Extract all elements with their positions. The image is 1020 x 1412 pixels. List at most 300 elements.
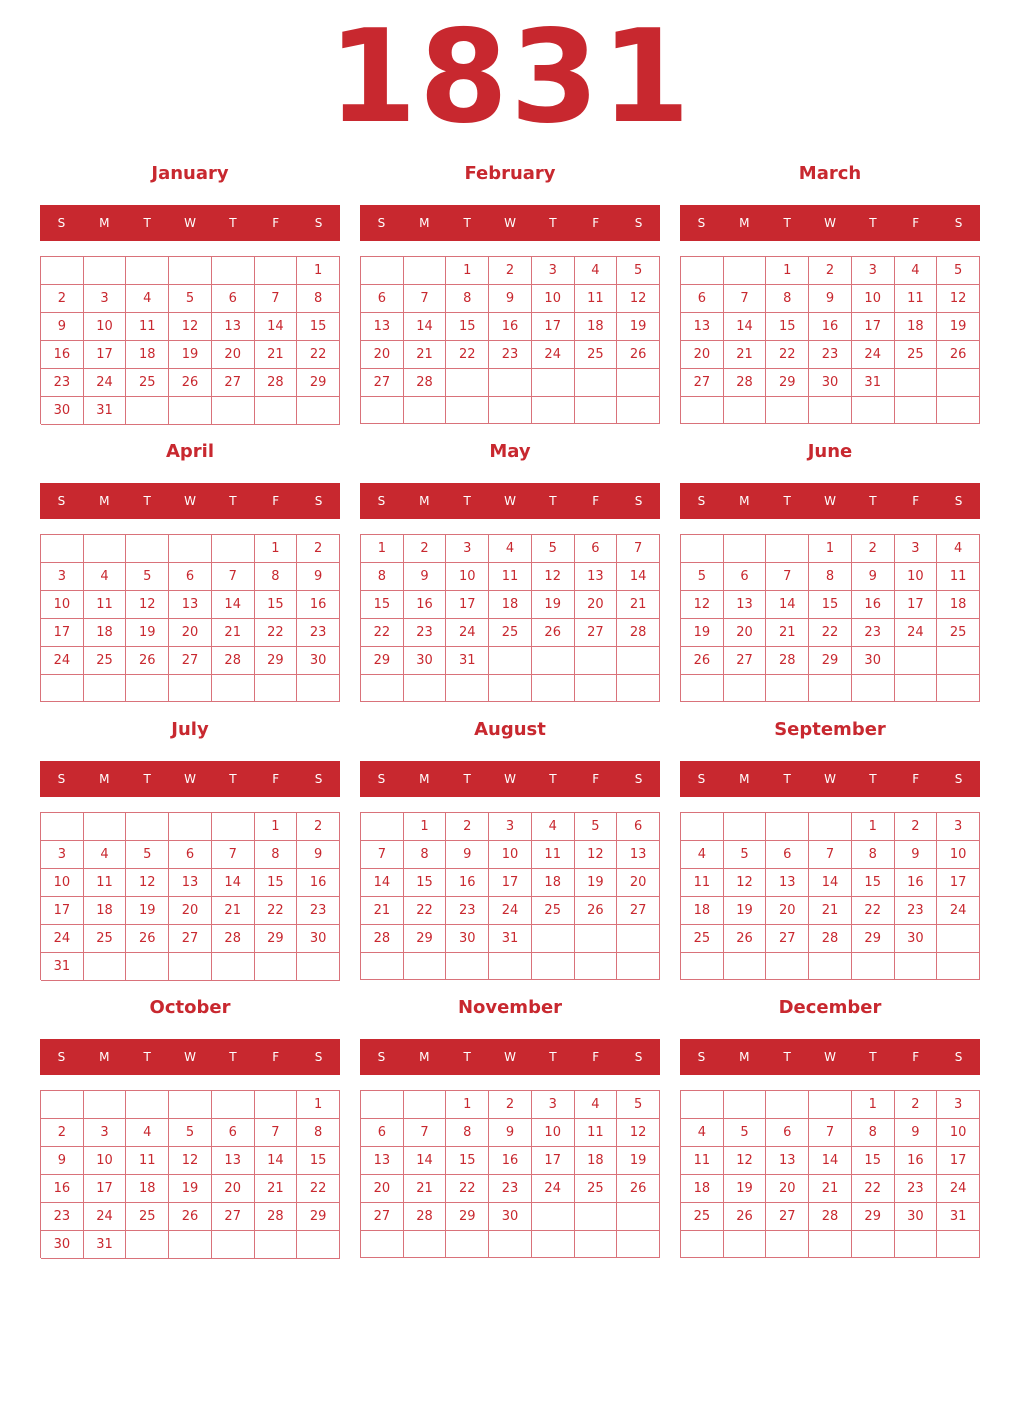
weekday-header xyxy=(40,483,340,519)
day-cell: 29 xyxy=(852,1203,895,1231)
empty-cell xyxy=(575,647,618,675)
weekday-label: T xyxy=(229,494,237,508)
day-cell: 30 xyxy=(41,397,84,425)
day-cell: 4 xyxy=(937,535,980,563)
weekday-label: F xyxy=(592,1050,600,1064)
day-cell: 27 xyxy=(766,925,809,953)
weekday-label: T xyxy=(549,772,557,786)
day-cell: 21 xyxy=(255,341,298,369)
empty-cell xyxy=(169,675,212,702)
day-cell: 9 xyxy=(489,1119,532,1147)
empty-cell xyxy=(532,953,575,980)
day-cell: 7 xyxy=(212,841,255,869)
day-cell: 30 xyxy=(41,1231,84,1259)
day-cell: 15 xyxy=(852,869,895,897)
day-cell: 10 xyxy=(84,1147,127,1175)
day-cell: 3 xyxy=(852,257,895,285)
empty-cell xyxy=(575,369,618,397)
day-grid xyxy=(680,256,980,424)
weekday-label: S xyxy=(314,216,323,230)
day-cell: 8 xyxy=(255,841,298,869)
day-cell: 23 xyxy=(852,619,895,647)
day-cell: 6 xyxy=(361,1119,404,1147)
year-title: 1831 xyxy=(327,3,693,152)
day-cell: 18 xyxy=(126,1175,169,1203)
day-cell: 8 xyxy=(297,285,340,313)
day-cell: 19 xyxy=(126,619,169,647)
day-cell: 31 xyxy=(41,953,84,981)
day-cell: 25 xyxy=(895,341,938,369)
day-cell: 27 xyxy=(724,647,767,675)
weekday-label: W xyxy=(504,1050,516,1064)
day-cell: 29 xyxy=(809,647,852,675)
empty-cell xyxy=(297,1231,340,1259)
day-cell: 19 xyxy=(575,869,618,897)
day-cell: 8 xyxy=(297,1119,340,1147)
empty-cell xyxy=(41,675,84,702)
day-cell: 26 xyxy=(724,1203,767,1231)
day-cell: 5 xyxy=(532,535,575,563)
empty-cell xyxy=(809,397,852,424)
day-cell: 14 xyxy=(617,563,660,591)
weekday-label: S xyxy=(697,216,706,230)
day-cell: 24 xyxy=(84,1203,127,1231)
day-cell: 20 xyxy=(361,341,404,369)
day-grid xyxy=(680,534,980,702)
month-name: November xyxy=(457,997,563,1018)
day-cell: 15 xyxy=(766,313,809,341)
empty-cell xyxy=(84,257,127,285)
empty-cell xyxy=(681,535,724,563)
weekday-header xyxy=(40,1039,340,1075)
day-cell: 3 xyxy=(41,841,84,869)
day-cell: 6 xyxy=(766,1119,809,1147)
empty-cell xyxy=(126,257,169,285)
day-cell: 27 xyxy=(361,369,404,397)
month-june xyxy=(680,434,980,704)
day-cell: 14 xyxy=(404,313,447,341)
day-cell: 7 xyxy=(404,1119,447,1147)
empty-cell xyxy=(169,1231,212,1259)
empty-cell xyxy=(126,535,169,563)
day-cell: 29 xyxy=(297,369,340,397)
day-cell: 15 xyxy=(255,869,298,897)
weekday-header xyxy=(40,761,340,797)
empty-cell xyxy=(724,813,767,841)
day-cell: 27 xyxy=(617,897,660,925)
day-cell: 13 xyxy=(169,591,212,619)
weekday-label: F xyxy=(272,772,280,786)
day-cell: 1 xyxy=(852,813,895,841)
day-cell: 22 xyxy=(297,341,340,369)
empty-cell xyxy=(766,535,809,563)
day-cell: 18 xyxy=(681,897,724,925)
day-cell: 7 xyxy=(255,1119,298,1147)
weekday-label: T xyxy=(783,1050,791,1064)
weekday-label: T xyxy=(229,772,237,786)
day-cell: 5 xyxy=(617,257,660,285)
day-cell: 12 xyxy=(575,841,618,869)
day-cell: 2 xyxy=(41,285,84,313)
day-cell: 6 xyxy=(766,841,809,869)
day-cell: 19 xyxy=(532,591,575,619)
day-cell: 23 xyxy=(297,897,340,925)
day-cell: 19 xyxy=(126,897,169,925)
day-cell: 24 xyxy=(41,647,84,675)
day-cell: 26 xyxy=(724,925,767,953)
day-cell: 11 xyxy=(126,313,169,341)
day-cell: 13 xyxy=(361,313,404,341)
day-cell: 20 xyxy=(169,897,212,925)
day-cell: 4 xyxy=(126,285,169,313)
empty-cell xyxy=(361,675,404,702)
weekday-label: S xyxy=(634,772,643,786)
day-cell: 10 xyxy=(937,1119,980,1147)
day-cell: 4 xyxy=(575,257,618,285)
day-cell: 18 xyxy=(126,341,169,369)
month-name: April xyxy=(165,441,215,462)
day-cell: 16 xyxy=(41,341,84,369)
weekday-label: T xyxy=(783,216,791,230)
day-cell: 2 xyxy=(404,535,447,563)
day-cell: 8 xyxy=(404,841,447,869)
weekday-label: F xyxy=(912,1050,920,1064)
day-cell: 13 xyxy=(617,841,660,869)
day-cell: 20 xyxy=(169,619,212,647)
empty-cell xyxy=(617,369,660,397)
weekday-header xyxy=(680,483,980,519)
month-name: August xyxy=(474,719,546,740)
empty-cell xyxy=(575,675,618,702)
weekday-label: W xyxy=(184,494,196,508)
day-cell: 23 xyxy=(809,341,852,369)
day-cell: 16 xyxy=(895,1147,938,1175)
day-cell: 9 xyxy=(41,313,84,341)
day-cell: 19 xyxy=(617,1147,660,1175)
empty-cell xyxy=(617,1231,660,1258)
day-cell: 2 xyxy=(489,257,532,285)
day-cell: 21 xyxy=(404,1175,447,1203)
empty-cell xyxy=(681,813,724,841)
day-cell: 21 xyxy=(404,341,447,369)
empty-cell xyxy=(895,647,938,675)
day-cell: 3 xyxy=(937,813,980,841)
empty-cell xyxy=(575,397,618,424)
day-cell: 18 xyxy=(895,313,938,341)
day-cell: 13 xyxy=(766,869,809,897)
weekday-label: T xyxy=(143,216,151,230)
weekday-label: F xyxy=(912,772,920,786)
weekday-label: S xyxy=(954,216,963,230)
empty-cell xyxy=(255,1091,298,1119)
day-cell: 9 xyxy=(489,285,532,313)
weekday-label: M xyxy=(419,216,430,230)
month-name: March xyxy=(798,163,862,184)
weekday-label: W xyxy=(824,772,836,786)
day-cell: 11 xyxy=(937,563,980,591)
empty-cell xyxy=(724,675,767,702)
day-cell: 4 xyxy=(126,1119,169,1147)
empty-cell xyxy=(809,675,852,702)
day-cell: 25 xyxy=(575,341,618,369)
weekday-header xyxy=(360,761,660,797)
day-cell: 22 xyxy=(766,341,809,369)
empty-cell xyxy=(255,257,298,285)
weekday-label: M xyxy=(99,216,110,230)
day-cell: 19 xyxy=(169,341,212,369)
day-grid xyxy=(40,1090,340,1258)
day-cell: 23 xyxy=(41,369,84,397)
empty-cell xyxy=(852,675,895,702)
empty-cell xyxy=(404,675,447,702)
month-july xyxy=(40,712,340,982)
empty-cell xyxy=(404,953,447,980)
day-cell: 25 xyxy=(84,647,127,675)
weekday-label: M xyxy=(419,1050,430,1064)
day-cell: 18 xyxy=(84,897,127,925)
month-october xyxy=(40,990,340,1260)
day-cell: 21 xyxy=(809,897,852,925)
empty-cell xyxy=(446,369,489,397)
day-cell: 29 xyxy=(361,647,404,675)
day-cell: 4 xyxy=(84,563,127,591)
weekday-label: F xyxy=(912,494,920,508)
empty-cell xyxy=(126,1091,169,1119)
day-cell: 31 xyxy=(489,925,532,953)
day-cell: 24 xyxy=(532,341,575,369)
day-cell: 17 xyxy=(532,313,575,341)
day-cell: 26 xyxy=(532,619,575,647)
weekday-label: S xyxy=(377,772,386,786)
empty-cell xyxy=(41,535,84,563)
weekday-label: M xyxy=(99,772,110,786)
day-cell: 3 xyxy=(446,535,489,563)
day-grid xyxy=(360,534,660,702)
day-cell: 1 xyxy=(297,1091,340,1119)
day-cell: 12 xyxy=(126,591,169,619)
day-cell: 24 xyxy=(852,341,895,369)
day-cell: 20 xyxy=(681,341,724,369)
day-cell: 23 xyxy=(895,1175,938,1203)
weekday-label: S xyxy=(314,1050,323,1064)
day-cell: 27 xyxy=(361,1203,404,1231)
day-cell: 9 xyxy=(41,1147,84,1175)
day-cell: 21 xyxy=(766,619,809,647)
weekday-label: S xyxy=(377,494,386,508)
day-cell: 28 xyxy=(809,1203,852,1231)
empty-cell xyxy=(489,1231,532,1258)
day-cell: 17 xyxy=(852,313,895,341)
day-cell: 28 xyxy=(255,369,298,397)
weekday-label: T xyxy=(869,494,877,508)
day-cell: 4 xyxy=(575,1091,618,1119)
day-cell: 13 xyxy=(575,563,618,591)
day-cell: 18 xyxy=(84,619,127,647)
day-cell: 15 xyxy=(255,591,298,619)
day-cell: 12 xyxy=(724,869,767,897)
empty-cell xyxy=(895,369,938,397)
empty-cell xyxy=(489,647,532,675)
day-cell: 8 xyxy=(809,563,852,591)
day-grid xyxy=(680,812,980,980)
day-cell: 1 xyxy=(255,535,298,563)
day-cell: 21 xyxy=(212,897,255,925)
empty-cell xyxy=(41,813,84,841)
day-cell: 25 xyxy=(681,925,724,953)
day-cell: 27 xyxy=(212,369,255,397)
empty-cell xyxy=(169,953,212,981)
day-cell: 2 xyxy=(489,1091,532,1119)
day-cell: 3 xyxy=(895,535,938,563)
empty-cell xyxy=(937,1231,980,1258)
day-cell: 29 xyxy=(404,925,447,953)
day-cell: 15 xyxy=(297,1147,340,1175)
day-cell: 11 xyxy=(895,285,938,313)
weekday-label: S xyxy=(634,494,643,508)
day-cell: 19 xyxy=(937,313,980,341)
day-cell: 8 xyxy=(852,1119,895,1147)
weekday-header xyxy=(680,205,980,241)
day-cell: 19 xyxy=(724,1175,767,1203)
month-name: October xyxy=(149,997,231,1018)
month-august xyxy=(360,712,660,982)
day-cell: 22 xyxy=(297,1175,340,1203)
day-cell: 21 xyxy=(724,341,767,369)
day-cell: 13 xyxy=(724,591,767,619)
empty-cell xyxy=(895,953,938,980)
weekday-label: S xyxy=(314,494,323,508)
day-cell: 7 xyxy=(404,285,447,313)
day-cell: 26 xyxy=(575,897,618,925)
day-cell: 24 xyxy=(937,897,980,925)
empty-cell xyxy=(212,813,255,841)
empty-cell xyxy=(681,675,724,702)
empty-cell xyxy=(212,257,255,285)
day-cell: 27 xyxy=(169,647,212,675)
day-cell: 27 xyxy=(681,369,724,397)
month-november xyxy=(360,990,660,1260)
day-cell: 28 xyxy=(361,925,404,953)
empty-cell xyxy=(489,369,532,397)
empty-cell xyxy=(809,1091,852,1119)
empty-cell xyxy=(489,397,532,424)
day-cell: 15 xyxy=(446,1147,489,1175)
day-cell: 31 xyxy=(446,647,489,675)
day-cell: 12 xyxy=(724,1147,767,1175)
empty-cell xyxy=(169,813,212,841)
day-cell: 24 xyxy=(532,1175,575,1203)
empty-cell xyxy=(446,397,489,424)
day-cell: 16 xyxy=(895,869,938,897)
weekday-label: T xyxy=(463,494,471,508)
day-cell: 3 xyxy=(532,257,575,285)
month-name: September xyxy=(774,719,886,740)
weekday-label: T xyxy=(143,772,151,786)
day-cell: 22 xyxy=(361,619,404,647)
day-cell: 6 xyxy=(212,1119,255,1147)
day-cell: 1 xyxy=(766,257,809,285)
day-cell: 26 xyxy=(681,647,724,675)
day-cell: 10 xyxy=(532,1119,575,1147)
day-cell: 9 xyxy=(297,563,340,591)
day-cell: 17 xyxy=(489,869,532,897)
weekday-header xyxy=(360,483,660,519)
day-cell: 27 xyxy=(169,925,212,953)
day-cell: 16 xyxy=(852,591,895,619)
day-cell: 29 xyxy=(766,369,809,397)
weekday-label: M xyxy=(99,494,110,508)
day-cell: 17 xyxy=(84,1175,127,1203)
weekday-label: S xyxy=(697,1050,706,1064)
day-cell: 13 xyxy=(212,1147,255,1175)
day-cell: 12 xyxy=(937,285,980,313)
empty-cell xyxy=(724,257,767,285)
empty-cell xyxy=(212,1091,255,1119)
day-cell: 23 xyxy=(297,619,340,647)
day-cell: 22 xyxy=(446,1175,489,1203)
day-cell: 1 xyxy=(404,813,447,841)
empty-cell xyxy=(766,813,809,841)
day-cell: 5 xyxy=(681,563,724,591)
weekday-label: T xyxy=(869,216,877,230)
day-cell: 31 xyxy=(937,1203,980,1231)
day-cell: 4 xyxy=(532,813,575,841)
day-cell: 18 xyxy=(489,591,532,619)
day-cell: 17 xyxy=(895,591,938,619)
day-cell: 24 xyxy=(895,619,938,647)
day-cell: 10 xyxy=(41,869,84,897)
day-cell: 15 xyxy=(297,313,340,341)
day-cell: 3 xyxy=(41,563,84,591)
day-cell: 5 xyxy=(126,841,169,869)
month-name: June xyxy=(807,441,853,462)
day-cell: 17 xyxy=(446,591,489,619)
day-cell: 19 xyxy=(169,1175,212,1203)
day-cell: 15 xyxy=(446,313,489,341)
day-cell: 20 xyxy=(361,1175,404,1203)
empty-cell xyxy=(617,675,660,702)
day-cell: 11 xyxy=(489,563,532,591)
empty-cell xyxy=(84,813,127,841)
day-cell: 6 xyxy=(617,813,660,841)
day-cell: 20 xyxy=(575,591,618,619)
weekday-label: W xyxy=(824,494,836,508)
day-cell: 16 xyxy=(404,591,447,619)
empty-cell xyxy=(169,397,212,425)
weekday-label: W xyxy=(504,216,516,230)
month-name: July xyxy=(171,719,209,740)
day-cell: 12 xyxy=(169,313,212,341)
day-cell: 20 xyxy=(766,897,809,925)
weekday-label: T xyxy=(549,494,557,508)
day-cell: 9 xyxy=(404,563,447,591)
day-cell: 27 xyxy=(766,1203,809,1231)
weekday-header xyxy=(40,205,340,241)
day-cell: 6 xyxy=(361,285,404,313)
day-cell: 12 xyxy=(169,1147,212,1175)
day-cell: 19 xyxy=(617,313,660,341)
day-cell: 31 xyxy=(84,1231,127,1259)
day-grid xyxy=(40,256,340,424)
weekday-label: S xyxy=(634,1050,643,1064)
empty-cell xyxy=(126,1231,169,1259)
empty-cell xyxy=(297,675,340,702)
day-cell: 29 xyxy=(255,647,298,675)
weekday-label: T xyxy=(783,772,791,786)
day-cell: 31 xyxy=(852,369,895,397)
day-cell: 12 xyxy=(681,591,724,619)
day-cell: 23 xyxy=(404,619,447,647)
